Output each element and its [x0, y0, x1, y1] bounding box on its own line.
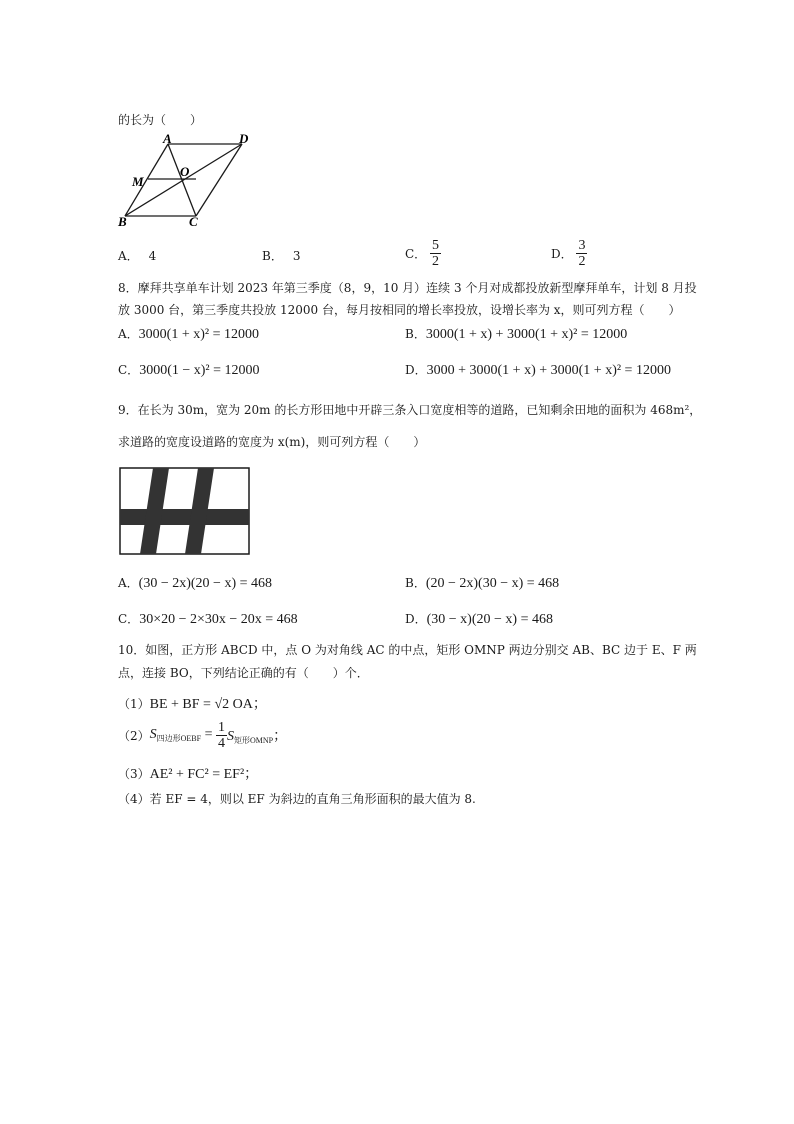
q9-field-road-figure — [119, 467, 251, 557]
diagonal-ac — [168, 144, 196, 216]
horizontal-road — [120, 509, 249, 525]
label-a: A — [163, 132, 172, 146]
label-b: B — [118, 214, 127, 228]
q8-option-b: B．3000(1 + x) + 3000(1 + x)² = 12000 — [405, 327, 628, 342]
q7-tail-text: 的长为（ ） — [118, 113, 203, 127]
q9-option-c: C．30×20 − 2×30x − 20x = 468 — [118, 612, 298, 627]
q7-option-b: B． 3 — [262, 249, 301, 263]
q10-statement-1: （1）BE + BF = √2 OA； — [118, 697, 267, 712]
q7-parallelogram-figure — [110, 132, 260, 228]
q9-option-d: D．(30 − x)(20 − x) = 468 — [405, 612, 553, 627]
q9-option-a: A．(30 − 2x)(20 − x) = 468 — [118, 576, 273, 591]
fraction-1-4: $\frac{1}{4}$ — [218, 720, 225, 751]
fraction-5-2: $\frac{5}{2}$ — [432, 238, 440, 269]
q9-stem-line1: 9．在长为 30m，宽为 20m 的长方形田地中开辟三条入口宽度相等的道路，已知剩余田地的面积为 468m²， — [118, 403, 702, 417]
label-c: C — [189, 214, 198, 228]
q10-stem-line2: 点，连接 BO，下列结论正确的有（ ）个． — [118, 666, 369, 680]
label-o: O — [180, 164, 190, 179]
q9-option-b: B．(20 − 2x)(30 − x) = 468 — [405, 576, 560, 591]
q10-statement-4: （4）若 EF = 4，则以 EF 为斜边的直角三角形面积的最大值为 8. — [118, 792, 476, 806]
label-d: D — [239, 132, 249, 146]
q10-statement-2: $(2)S_{四边形OEBF}$ = $\frac{1}{4}$ $S_{矩形OMNP}$； — [118, 720, 288, 751]
q7-option-a: A． 4 — [118, 249, 157, 263]
label-m: M — [132, 174, 144, 189]
q8-option-d: D．3000 + 3000(1 + x) + 3000(1 + x)² = 12000 — [405, 363, 671, 378]
segment-dc — [196, 144, 242, 216]
q9-stem-line2: 求道路的宽度设道路的宽度为 x(m)，则可列方程（ ） — [118, 435, 426, 449]
q8-option-a: A．3000(1 + x)² = 12000 — [118, 327, 259, 342]
q8-stem-line1: 8．摩拜共享单车计划 2023 年第三季度（8，9，10 月）连续 3 个月对成都投放新型摩拜单车，计划 8 月投 — [118, 281, 697, 295]
q7-option-d: D． $\frac{3}{2}$ — [551, 238, 586, 269]
q7-option-c: C． $\frac{5}{2}$ — [405, 238, 440, 269]
q8-stem-line2: 放 3000 台，第三季度共投放 12000 台，每月按相同的增长率投放，设增长率为 x，则可列方程（ ） — [118, 303, 681, 317]
q10-stem-line1: 10．如图，正方形 ABCD 中，点 O 为对角线 AC 的中点，矩形 OMNP 两边分别交 AB、BC 边于 E、F 两 — [118, 643, 697, 657]
fraction-3-2: $\frac{3}{2}$ — [578, 238, 586, 269]
q10-statement-3: （3）AE² + FC² = EF²； — [118, 767, 259, 782]
q8-option-c: C．3000(1 − x)² = 12000 — [118, 363, 260, 378]
